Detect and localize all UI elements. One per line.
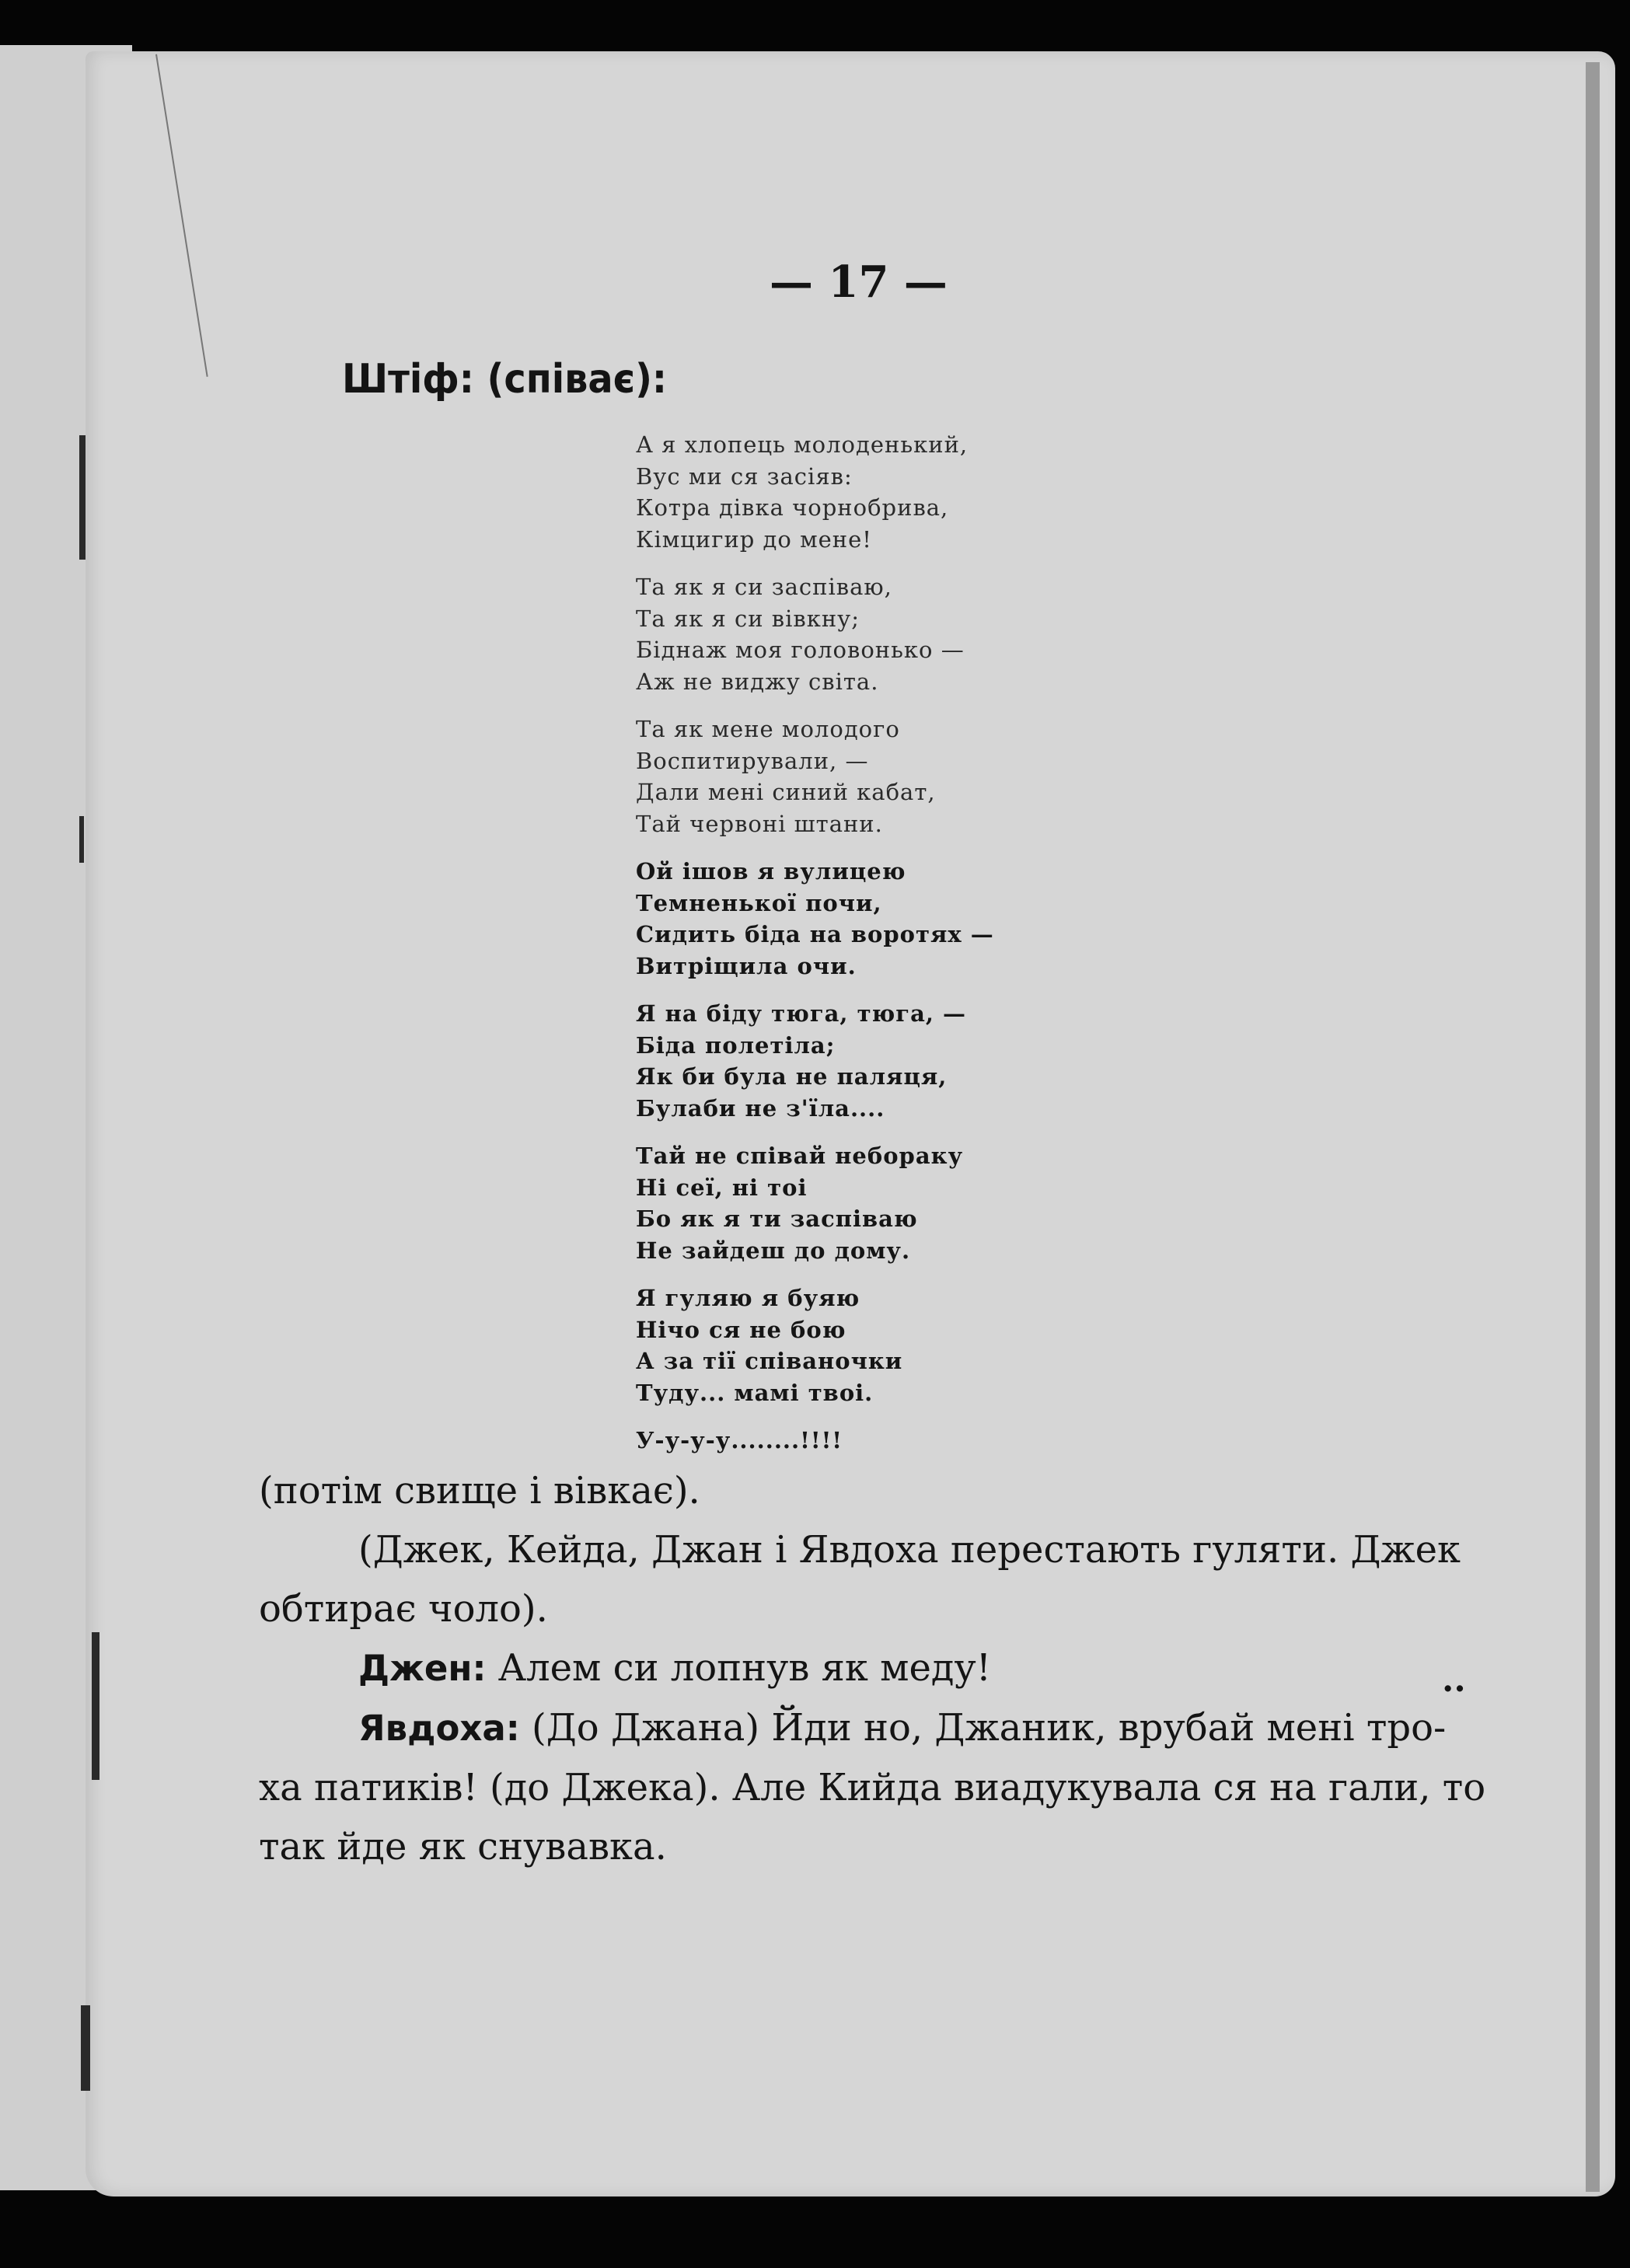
song-stanza <box>636 1425 994 1457</box>
dialogue-line <box>259 1698 1487 1876</box>
song-stanza <box>636 1282 994 1408</box>
stage-direction: (потім свище і вівкає). <box>259 1469 700 1513</box>
song-stanza <box>636 429 994 555</box>
song-line: Вус ми ся засіяв: <box>636 462 853 490</box>
page-fore-edge <box>1586 62 1600 2192</box>
speaker-heading: Штіф: (співає): <box>342 356 668 403</box>
speaker-name: Джен: <box>358 1648 487 1689</box>
dialogue-line <box>259 1638 1487 1698</box>
song-line: Нічо ся не бою <box>636 1316 846 1343</box>
song-line: Бо як я ти заспіваю <box>636 1206 918 1232</box>
speaker-name: Явдоха: <box>358 1708 520 1749</box>
song-line: Тай не співай небораку <box>636 1143 964 1169</box>
page-number: — 17 — <box>770 256 948 308</box>
song-line: У-у-у-у........!!!! <box>636 1427 843 1453</box>
song-line: Тай червоні штани. <box>636 810 883 837</box>
song-line: Сидить біда на воротях — <box>636 921 994 947</box>
song-line: Воспитирували, — <box>636 747 869 774</box>
dialogue-text: Алем си лопнув як меду! <box>497 1646 991 1690</box>
song-stanza <box>636 571 994 697</box>
song-line: Котра дівка чорнобрива, <box>636 494 949 521</box>
binding-mark <box>92 1632 99 1780</box>
binding-mark <box>79 816 84 863</box>
song-line: Та як я си заспіваю, <box>636 574 892 600</box>
binding-mark <box>81 2005 90 2091</box>
song-line: Кімцигир до мене! <box>636 525 872 553</box>
song-line: Темненької почи, <box>636 889 882 916</box>
song-stanza <box>636 998 994 1124</box>
stage-direction: (Джек, Кейда, Джан і Явдоха перестають гуляти. Джек обтирає чоло). <box>259 1528 1461 1631</box>
song-line: А за тії співаночки <box>636 1348 903 1374</box>
song-line: Як би була не паляця, <box>636 1063 948 1090</box>
song-line: Булаби не з'їла.... <box>636 1094 885 1122</box>
song-line: Туду... мамі твоі. <box>636 1379 874 1406</box>
song-line: Я на біду тюга, тюга, — <box>636 1000 967 1027</box>
song-lyrics <box>636 429 994 1473</box>
song-line: А я хлопець молоденький, <box>636 431 969 458</box>
song-line: Витріщила очи. <box>636 952 857 979</box>
song-line: Не зайдеш до дому. <box>636 1237 911 1264</box>
song-line: Ні сеї, ні тоі <box>636 1174 808 1201</box>
trailing-dots: .. <box>1442 1660 1466 1700</box>
song-stanza <box>636 714 994 839</box>
song-line: Я гуляю я буяю <box>636 1285 860 1311</box>
song-line: Та як мене молодого <box>636 716 900 742</box>
song-line: Біднаж моя головонько — <box>636 637 965 663</box>
song-stanza <box>636 856 994 982</box>
song-line: Біда полетіла; <box>636 1031 836 1059</box>
dialogue-text: (До Джана) Йди но, Джаник, врубай мені тро-ха патиків! (до Джека). Але Кийда виадукувала ся на гали, то так йде як снувавка. <box>259 1706 1486 1868</box>
song-line: Ой ішов я вулицею <box>636 858 906 885</box>
prose-block <box>259 1461 1487 1876</box>
song-line: Та як я си вівкну; <box>636 605 860 632</box>
binding-mark <box>79 435 86 560</box>
song-line: Аж не виджу світа. <box>636 668 879 695</box>
song-line: Дали мені синий кабат, <box>636 779 936 805</box>
song-stanza <box>636 1140 994 1266</box>
